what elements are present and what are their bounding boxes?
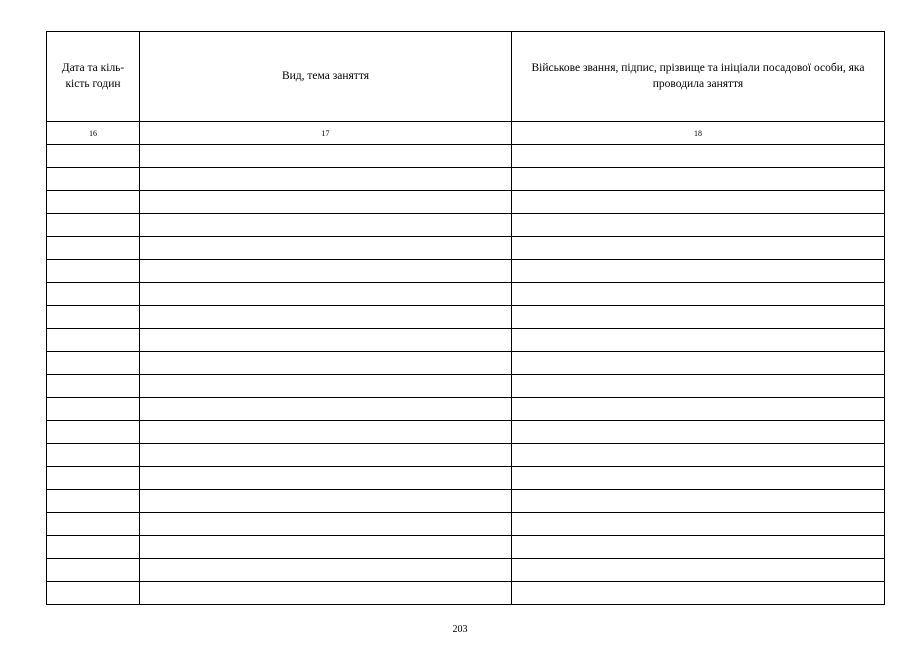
topic-cell[interactable] (140, 467, 512, 490)
date-cell[interactable] (47, 467, 140, 490)
page-number: 203 (452, 624, 468, 635)
header-lesson-topic-label: Вид, тема заняття (281, 69, 369, 82)
topic-cell[interactable] (140, 214, 512, 237)
topic-cell[interactable] (140, 191, 512, 214)
topic-cell[interactable] (140, 145, 512, 168)
officer-cell[interactable] (512, 513, 885, 536)
table-row (47, 536, 885, 559)
date-cell[interactable] (47, 168, 140, 191)
officer-cell[interactable] (512, 237, 885, 260)
date-cell[interactable] (47, 536, 140, 559)
topic-cell[interactable] (140, 490, 512, 513)
topic-cell[interactable] (140, 283, 512, 306)
topic-cell[interactable] (140, 260, 512, 283)
column-number-18: 18 (512, 122, 885, 145)
topic-cell[interactable] (140, 398, 512, 421)
date-cell[interactable] (47, 375, 140, 398)
table-row (47, 306, 885, 329)
date-cell[interactable] (47, 421, 140, 444)
table-row (47, 559, 885, 582)
header-row (47, 32, 885, 122)
header-date-hours (47, 32, 140, 122)
officer-cell[interactable] (512, 191, 885, 214)
table-row (47, 145, 885, 168)
officer-cell[interactable] (512, 329, 885, 352)
table-row (47, 329, 885, 352)
table-row (47, 375, 885, 398)
topic-cell[interactable] (140, 559, 512, 582)
table-row (47, 490, 885, 513)
date-cell[interactable] (47, 582, 140, 605)
date-cell[interactable] (47, 559, 140, 582)
date-cell[interactable] (47, 306, 140, 329)
header-date-hours-label: Дата та кіль- кість годин (61, 61, 125, 90)
officer-cell[interactable] (512, 306, 885, 329)
table-row (47, 398, 885, 421)
topic-cell[interactable] (140, 306, 512, 329)
table-row (47, 513, 885, 536)
officer-cell[interactable] (512, 398, 885, 421)
table-row (47, 191, 885, 214)
header-officer-signature-label: Військове звання, підпис, прізвище та ініціали посадової особи, яка проводила заняття (531, 61, 865, 90)
officer-cell[interactable] (512, 214, 885, 237)
date-cell[interactable] (47, 260, 140, 283)
officer-cell[interactable] (512, 375, 885, 398)
officer-cell[interactable] (512, 559, 885, 582)
table-body (47, 145, 885, 605)
table-row (47, 214, 885, 237)
officer-cell[interactable] (512, 283, 885, 306)
topic-cell[interactable] (140, 329, 512, 352)
officer-cell[interactable] (512, 467, 885, 490)
officer-cell[interactable] (512, 145, 885, 168)
topic-cell[interactable] (140, 237, 512, 260)
officer-cell[interactable] (512, 536, 885, 559)
training-log-table (46, 31, 885, 605)
date-cell[interactable] (47, 191, 140, 214)
officer-cell[interactable] (512, 421, 885, 444)
date-cell[interactable] (47, 513, 140, 536)
table-row (47, 582, 885, 605)
officer-cell[interactable] (512, 352, 885, 375)
table-row (47, 168, 885, 191)
topic-cell[interactable] (140, 513, 512, 536)
topic-cell[interactable] (140, 582, 512, 605)
topic-cell[interactable] (140, 536, 512, 559)
date-cell[interactable] (47, 214, 140, 237)
table-row (47, 444, 885, 467)
column-number-17: 17 (140, 122, 512, 145)
date-cell[interactable] (47, 145, 140, 168)
topic-cell[interactable] (140, 352, 512, 375)
table-row (47, 237, 885, 260)
date-cell[interactable] (47, 490, 140, 513)
table-row (47, 283, 885, 306)
topic-cell[interactable] (140, 444, 512, 467)
topic-cell[interactable] (140, 375, 512, 398)
header-lesson-topic (140, 32, 512, 122)
topic-cell[interactable] (140, 168, 512, 191)
date-cell[interactable] (47, 398, 140, 421)
date-cell[interactable] (47, 283, 140, 306)
officer-cell[interactable] (512, 582, 885, 605)
date-cell[interactable] (47, 444, 140, 467)
table-row (47, 421, 885, 444)
officer-cell[interactable] (512, 444, 885, 467)
table-row (47, 352, 885, 375)
column-number-16: 16 (47, 122, 140, 145)
header-officer-signature (512, 32, 885, 122)
date-cell[interactable] (47, 329, 140, 352)
table-row (47, 260, 885, 283)
officer-cell[interactable] (512, 490, 885, 513)
topic-cell[interactable] (140, 421, 512, 444)
date-cell[interactable] (47, 352, 140, 375)
date-cell[interactable] (47, 237, 140, 260)
column-number-row (47, 122, 885, 145)
officer-cell[interactable] (512, 168, 885, 191)
table-row (47, 467, 885, 490)
officer-cell[interactable] (512, 260, 885, 283)
